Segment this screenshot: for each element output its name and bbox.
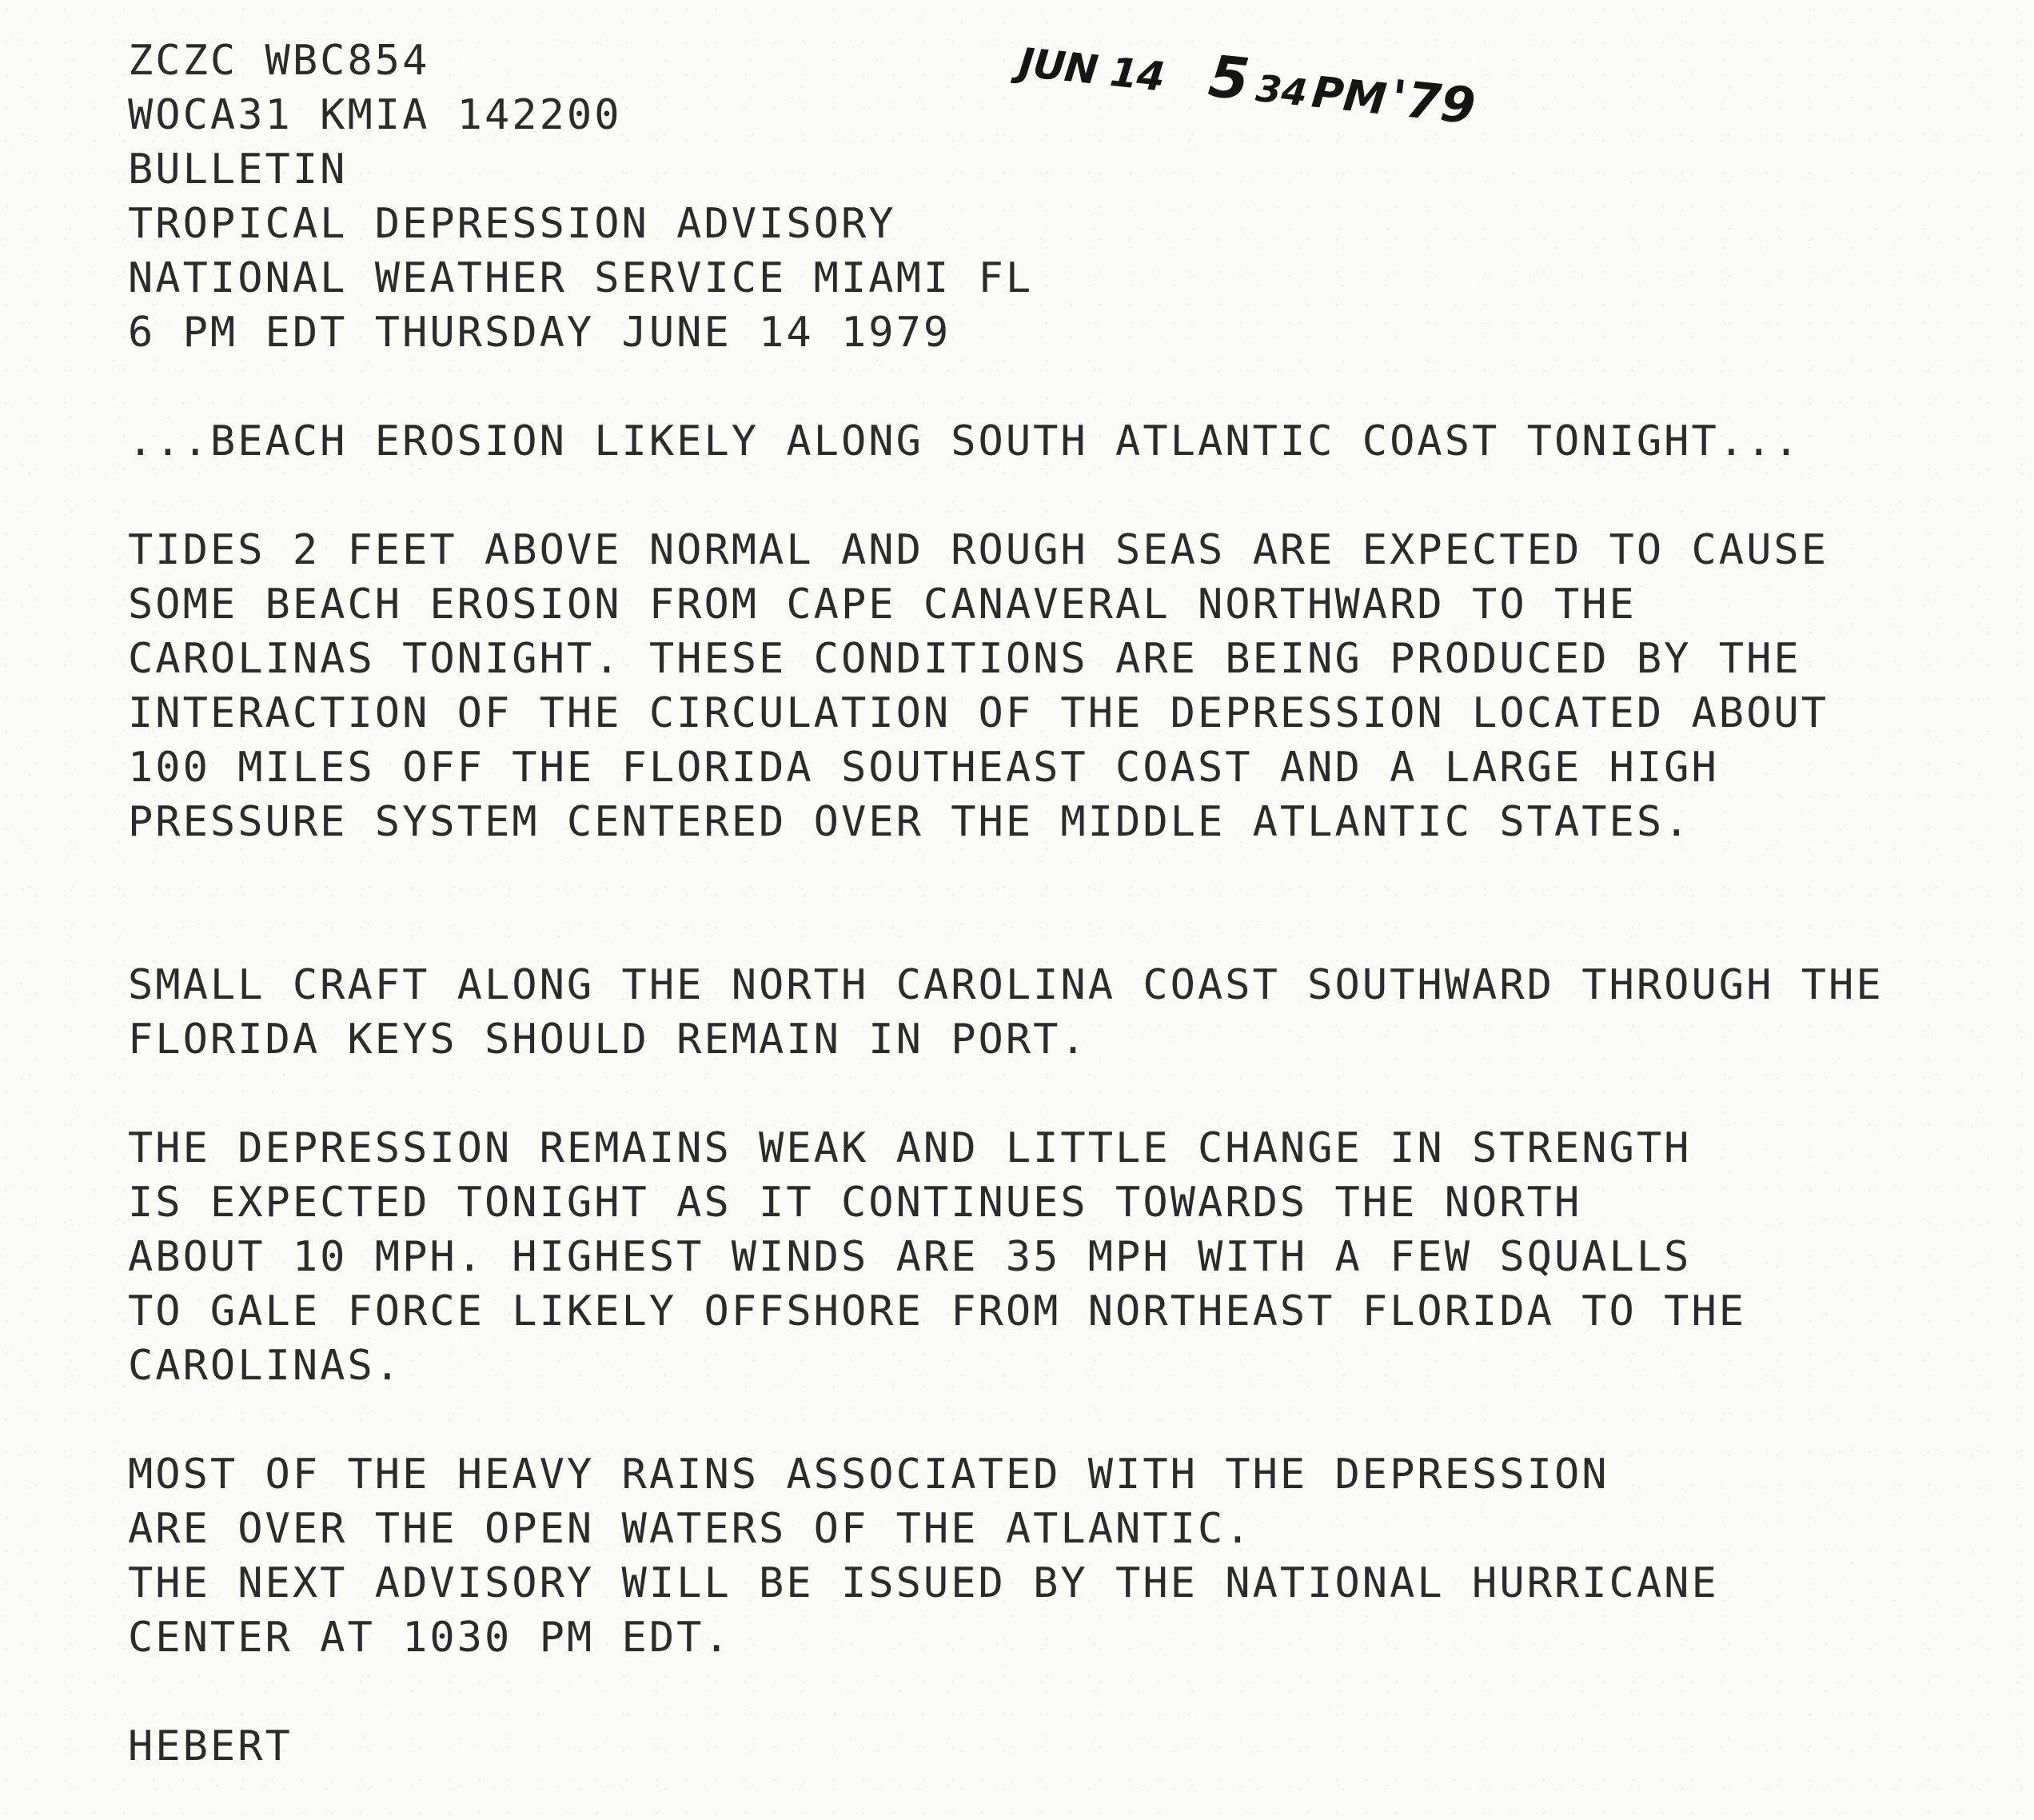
bulletin-text bbox=[128, 34, 1927, 1774]
header-line: NATIONAL WEATHER SERVICE MIAMI FL bbox=[128, 254, 1034, 302]
header-line: 6 PM EDT THURSDAY JUNE 14 1979 bbox=[128, 309, 951, 357]
text-line: MOST OF THE HEAVY RAINS ASSOCIATED WITH THE DEPRESSION bbox=[128, 1451, 1609, 1499]
text-line: SMALL CRAFT ALONG THE NORTH CAROLINA COAST SOUTHWARD THROUGH THE bbox=[128, 961, 1884, 1009]
text-line: ABOUT 10 MPH. HIGHEST WINDS ARE 35 MPH WITH A FEW SQUALLS bbox=[128, 1233, 1692, 1281]
spacer bbox=[128, 360, 1927, 414]
stamp-year: '79 bbox=[1388, 68, 1478, 136]
text-line: 100 MILES OFF THE FLORIDA SOUTHEAST COAST AND A LARGE HIGH bbox=[128, 744, 1719, 792]
text-line: INTERACTION OF THE CIRCULATION OF THE DEPRESSION LOCATED ABOUT bbox=[128, 689, 1829, 737]
header-line: WOCA31 KMIA 142200 bbox=[128, 91, 622, 139]
text-line: CENTER AT 1030 PM EDT. bbox=[128, 1614, 732, 1662]
paragraph-beach-erosion bbox=[128, 523, 1927, 849]
text-line: IS EXPECTED TONIGHT AS IT CONTINUES TOWARDS THE NORTH bbox=[128, 1179, 1582, 1227]
paragraph-heavy-rains bbox=[128, 1447, 1927, 1665]
stamp-minute: 34 bbox=[1254, 66, 1310, 115]
text-line: TIDES 2 FEET ABOVE NORMAL AND ROUGH SEAS ARE EXPECTED TO CAUSE bbox=[128, 526, 1829, 574]
signature: HEBERT bbox=[128, 1722, 293, 1770]
text-line: TO GALE FORCE LIKELY OFFSHORE FROM NORTHEAST FLORIDA TO THE bbox=[128, 1287, 1747, 1335]
text-line: CAROLINAS TONIGHT. THESE CONDITIONS ARE BEING PRODUCED BY THE bbox=[128, 635, 1801, 683]
stamp-date: JUN 14 bbox=[1016, 38, 1167, 101]
paragraph-depression-strength bbox=[128, 1121, 1927, 1393]
stamp-hour: 5 bbox=[1205, 42, 1253, 114]
spacer bbox=[128, 1067, 1927, 1121]
bulletin-header bbox=[128, 34, 1927, 360]
header-line: TROPICAL DEPRESSION ADVISORY bbox=[128, 200, 896, 248]
spacer bbox=[128, 1393, 1927, 1447]
stamp-ampm: PM bbox=[1309, 66, 1390, 125]
spacer bbox=[128, 1665, 1927, 1719]
text-line: THE DEPRESSION REMAINS WEAK AND LITTLE CHANGE IN STRENGTH bbox=[128, 1124, 1692, 1172]
text-line: ARE OVER THE OPEN WATERS OF THE ATLANTIC. bbox=[128, 1505, 1253, 1553]
header-line: BULLETIN bbox=[128, 146, 348, 194]
headline: ...BEACH EROSION LIKELY ALONG SOUTH ATLANTIC COAST TONIGHT... bbox=[128, 417, 1801, 465]
paragraph-small-craft bbox=[128, 958, 1927, 1067]
header-line: ZCZC WBC854 bbox=[128, 37, 430, 85]
text-line: PRESSURE SYSTEM CENTERED OVER THE MIDDLE ATLANTIC STATES. bbox=[128, 798, 1692, 846]
text-line: FLORIDA KEYS SHOULD REMAIN IN PORT. bbox=[128, 1016, 1088, 1064]
text-line: CAROLINAS. bbox=[128, 1342, 403, 1390]
text-line: SOME BEACH EROSION FROM CAPE CANAVERAL NORTHWARD TO THE bbox=[128, 581, 1637, 629]
text-line: THE NEXT ADVISORY WILL BE ISSUED BY THE NATIONAL HURRICANE bbox=[128, 1559, 1719, 1607]
spacer bbox=[128, 469, 1927, 523]
spacer bbox=[128, 849, 1927, 958]
